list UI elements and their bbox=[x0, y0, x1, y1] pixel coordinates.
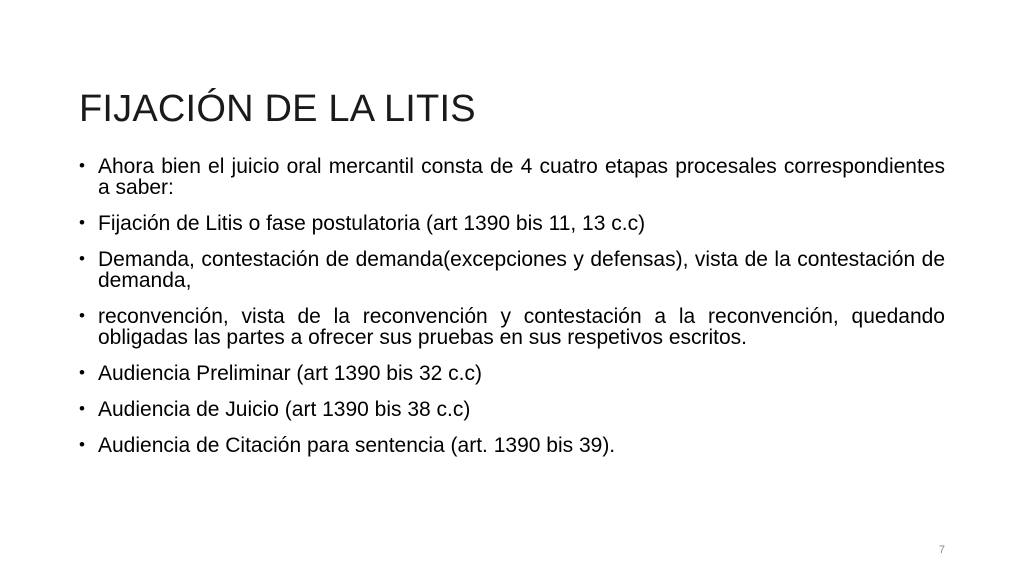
bullet-text: Audiencia Preliminar (art 1390 bis 32 c.c) bbox=[98, 362, 483, 385]
bullet-point-icon: • bbox=[79, 435, 85, 454]
bullet-point-icon: • bbox=[79, 213, 85, 232]
bullet-item bbox=[79, 209, 945, 234]
bullet-item bbox=[79, 431, 945, 456]
bullet-text: Fijación de Litis o fase postulatoria (art 1390 bis 11, 13 c.c) bbox=[98, 212, 646, 235]
bullet-item bbox=[79, 302, 945, 348]
bullet-point-icon: • bbox=[79, 249, 85, 268]
bullet-point-icon: • bbox=[79, 156, 85, 175]
bullet-list bbox=[79, 152, 945, 467]
slide-title: FIJACIÓN DE LA LITIS bbox=[79, 88, 476, 130]
bullet-point-icon: • bbox=[79, 363, 85, 382]
bullet-text: Audiencia de Citación para sentencia (art. 1390 bis 39). bbox=[98, 434, 616, 457]
bullet-point-icon: • bbox=[79, 399, 85, 418]
bullet-item bbox=[79, 245, 945, 291]
bullet-text: reconvención, vista de la reconvención y contestación a la reconvención, quedando obligadas las partes a ofrecer sus pruebas en sus respetivos escritos. bbox=[98, 305, 945, 349]
bullet-item bbox=[79, 359, 945, 384]
bullet-text: Ahora bien el juicio oral mercantil consta de 4 cuatro etapas procesales correspondientes a saber: bbox=[98, 155, 945, 199]
bullet-item bbox=[79, 395, 945, 420]
bullet-text: Demanda, contestación de demanda(excepciones y defensas), vista de la contestación de demanda, bbox=[98, 248, 945, 292]
bullet-text: Audiencia de Juicio (art 1390 bis 38 c.c) bbox=[98, 398, 471, 421]
bullet-item bbox=[79, 152, 945, 198]
bullet-point-icon: • bbox=[79, 306, 85, 325]
page-number: 7 bbox=[938, 544, 945, 556]
